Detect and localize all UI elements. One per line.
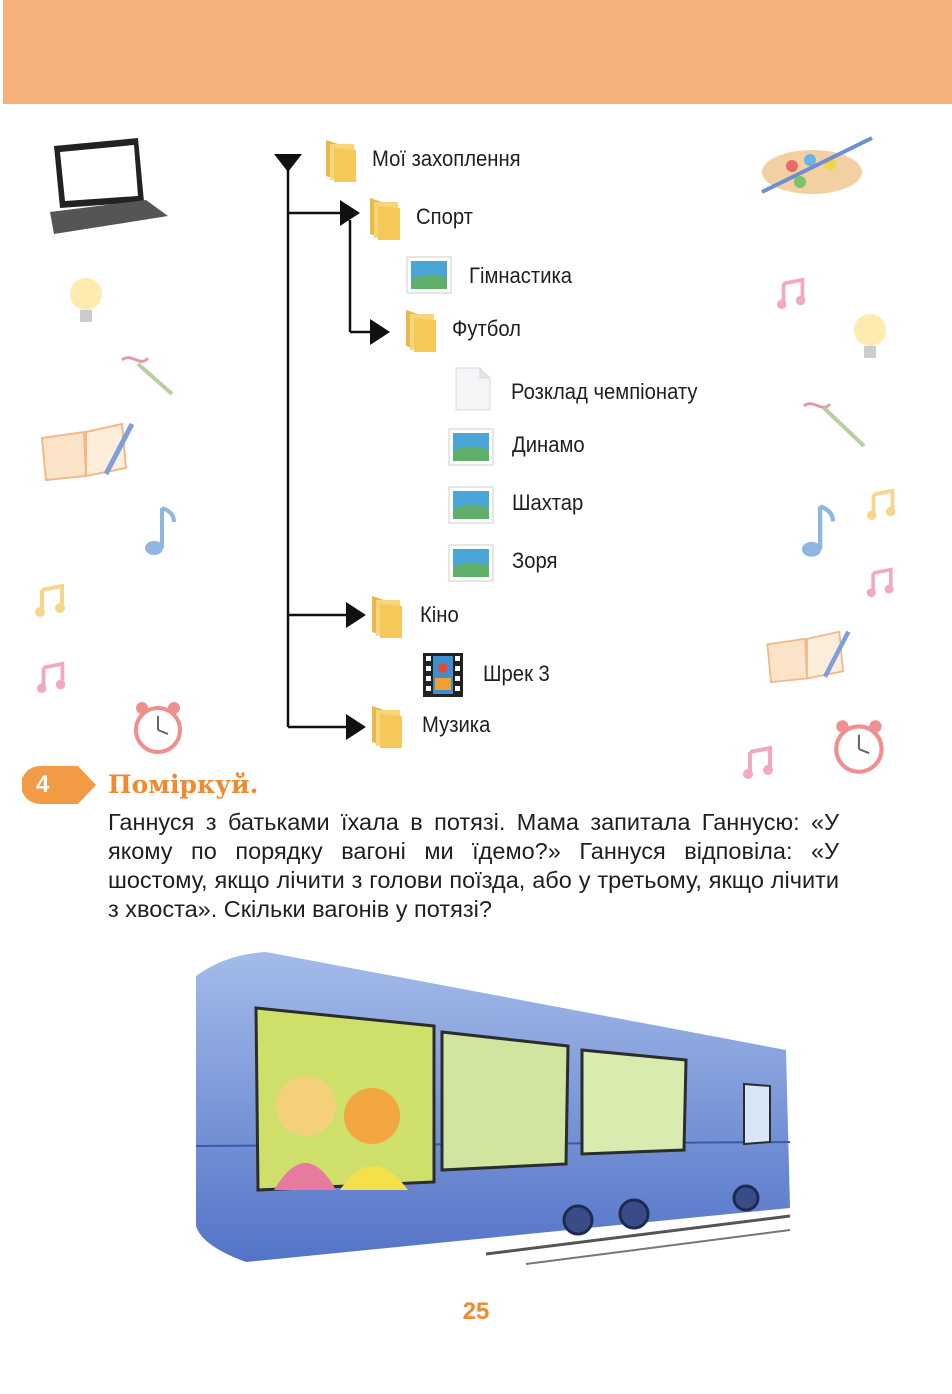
image-file-icon bbox=[448, 544, 494, 582]
folder-icon bbox=[400, 306, 440, 354]
music-notes-icon bbox=[34, 582, 70, 618]
file-label-shakhtar: Шахтар bbox=[512, 490, 584, 515]
folder-label-sport: Спорт bbox=[416, 204, 473, 229]
file-label-shrek: Шрек 3 bbox=[483, 661, 550, 686]
music-notes-icon bbox=[866, 564, 898, 600]
file-label-dynamo: Динамо bbox=[512, 432, 585, 457]
brush-icon bbox=[118, 350, 178, 398]
lightbulb-icon bbox=[56, 268, 116, 332]
file-label-zorya: Зоря bbox=[512, 548, 558, 573]
task-number-badge bbox=[22, 766, 96, 804]
folder-label-cinema: Кіно bbox=[420, 602, 459, 627]
image-file-icon bbox=[406, 256, 452, 294]
brush-icon bbox=[800, 396, 870, 450]
task-text: Ганнуся з батьками їхала в потязі. Мама запитала Ганнусю: «У якому по порядку вагоні ми їдемо?» Ганнуся відповіла: «У шостому, якщо лічити з голови поїзда, або у третьому, якщо лічити з хвоста». Скільки вагонів у потязі? bbox=[108, 809, 839, 922]
alarm-clock-icon bbox=[128, 696, 194, 760]
laptop-icon bbox=[46, 136, 170, 236]
video-file-icon bbox=[422, 652, 464, 698]
alarm-clock-icon bbox=[828, 714, 896, 780]
music-note-icon bbox=[796, 500, 840, 560]
folder-icon bbox=[364, 194, 404, 242]
folder-icon bbox=[366, 702, 406, 750]
page-number: 25 bbox=[462, 1298, 490, 1325]
music-notes-icon bbox=[36, 660, 70, 694]
music-note-icon bbox=[140, 502, 180, 558]
abc-book-icon bbox=[762, 624, 852, 688]
train-illustration bbox=[186, 946, 796, 1274]
music-notes-icon bbox=[742, 742, 778, 782]
image-file-icon bbox=[448, 486, 494, 524]
document-file-icon bbox=[452, 366, 492, 412]
lightbulb-icon bbox=[840, 304, 900, 368]
file-label-gymnastics: Гімнастика bbox=[469, 263, 573, 288]
folder-icon bbox=[366, 592, 406, 640]
task-title: Поміркуй. bbox=[108, 770, 259, 799]
folder-label-root: Мої захоплення bbox=[372, 146, 521, 171]
folder-label-music: Музика bbox=[422, 712, 491, 737]
task-number: 4 bbox=[36, 771, 50, 798]
folder-icon bbox=[320, 136, 360, 184]
header-band bbox=[3, 0, 952, 104]
abc-book-icon bbox=[36, 418, 136, 484]
file-label-schedule: Розклад чемпіонату bbox=[511, 379, 698, 404]
folder-label-football: Футбол bbox=[452, 316, 521, 341]
music-notes-icon bbox=[866, 486, 900, 522]
palette-icon bbox=[752, 134, 882, 204]
music-notes-icon bbox=[776, 274, 810, 312]
image-file-icon bbox=[448, 428, 494, 466]
